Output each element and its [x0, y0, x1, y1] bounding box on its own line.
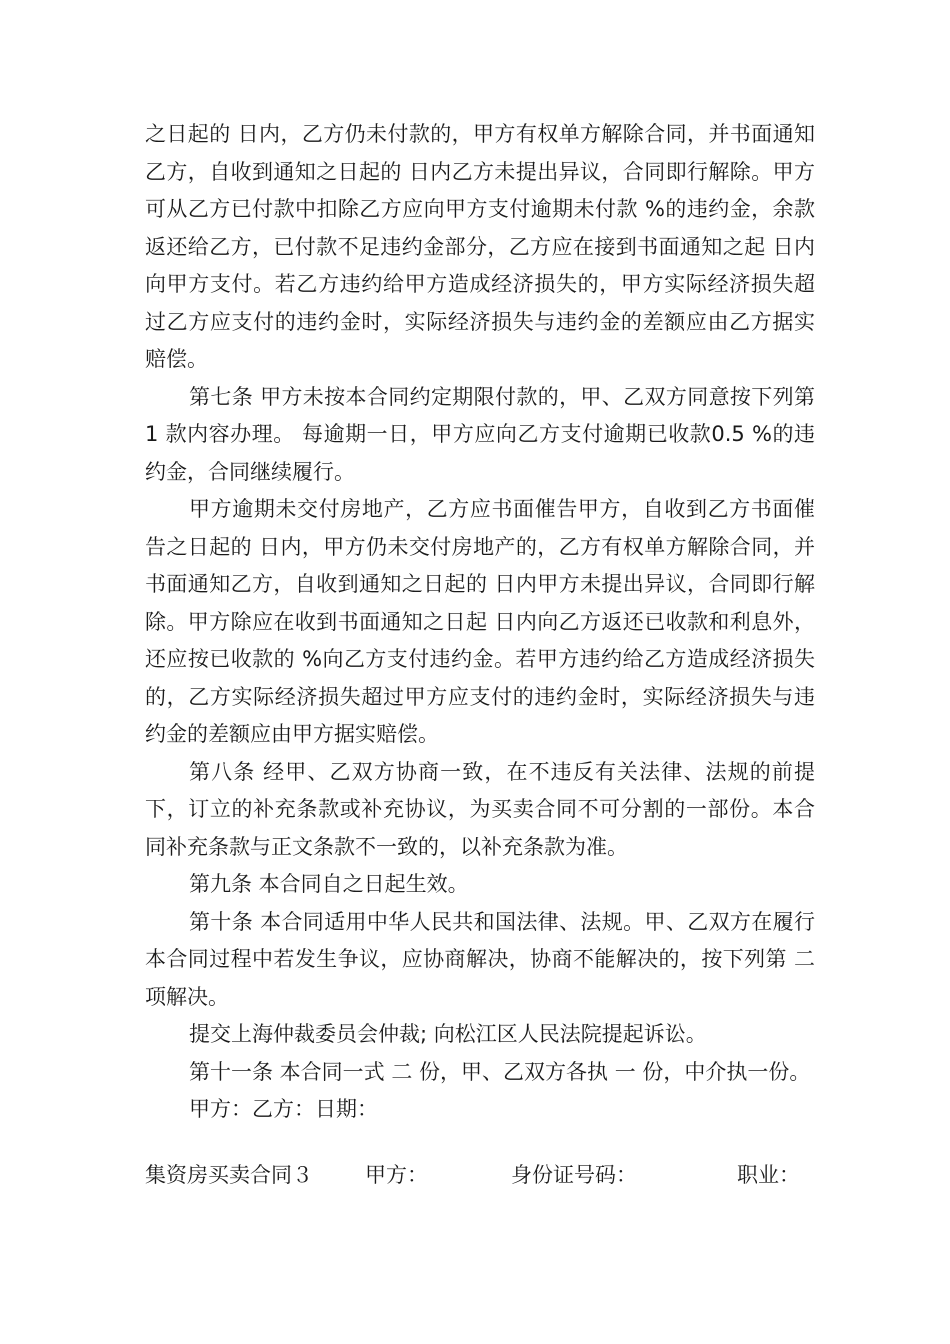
contract-body: [145, 116, 815, 1129]
paragraph-dispute-resolution: 提交上海仲裁委员会仲裁; 向松江区人民法院提起诉讼。: [189, 1022, 707, 1046]
paragraph-article-7: 第七条 甲方未按本合同约定期限付款的，甲、乙双方同意按下列第 1 款内容办理。 每逾期一日，甲方应向乙方支付逾期已收款0.5 %的违约金，合同继续履行。: [145, 384, 815, 484]
paragraph-article-11: 第十一条 本合同一式 二 份，甲、乙双方各执 一 份，中介执一份。: [189, 1059, 811, 1084]
id-number-label: 身份证号码：: [511, 1163, 637, 1187]
paragraph-article-10: 第十条 本合同适用中华人民共和国法律、法规。甲、乙双方在履行本合同过程中若发生争议，应协商解决，协商不能解决的，按下列第 二 项解决。: [145, 909, 815, 1009]
contract-title: 集资房买卖合同３: [145, 1163, 313, 1187]
signature-line: 甲方：乙方：日期：: [189, 1097, 378, 1121]
paragraph-article-8: 第八条 经甲、乙双方协商一致，在不违反有关法律、法规的前提下，订立的补充条款或补充协议，为买卖合同不可分割的一部份。本合同补充条款与正文条款不一致的，以补充条款为准。: [145, 759, 815, 859]
party-a-label: 甲方：: [365, 1163, 428, 1187]
paragraph-article-9: 第九条 本合同自之日起生效。: [189, 872, 469, 896]
next-contract-header: [145, 1157, 815, 1195]
occupation-label: 职业：: [737, 1163, 800, 1187]
paragraph-termination-by-party-a: 之日起的 日内，乙方仍未付款的，甲方有权单方解除合同，并书面通知乙方，自收到通知之日起的 日内乙方未提出异议，合同即行解除。甲方可从乙方已付款中扣除乙方应向甲方支付逾期未付款 %的违约金，余款返还给乙方，已付款不足违约金部分，乙方应在接到书面通知之起 日内向甲方支付。若乙方违约给甲方造成经济损失的，甲方实际经济损失超过乙方应支付的违约金时，实际经济损失与违约金的差额应由乙方据实赔偿。: [145, 122, 815, 371]
paragraph-late-delivery: 甲方逾期未交付房地产，乙方应书面催告甲方，自收到乙方书面催告之日起的 日内，甲方仍未交付房地产的，乙方有权单方解除合同，并书面通知乙方，自收到通知之日起的 日内甲方未提出异议，合同即行解除。甲方除应在收到书面通知之日起 日内向乙方返还已收款和利息外，还应按已收款的 %向乙方支付违约金。若甲方违约给乙方造成经济损失的，乙方实际经济损失超过甲方应支付的违约金时，实际经济损失与违约金的差额应由甲方据实赔偿。: [145, 497, 815, 746]
